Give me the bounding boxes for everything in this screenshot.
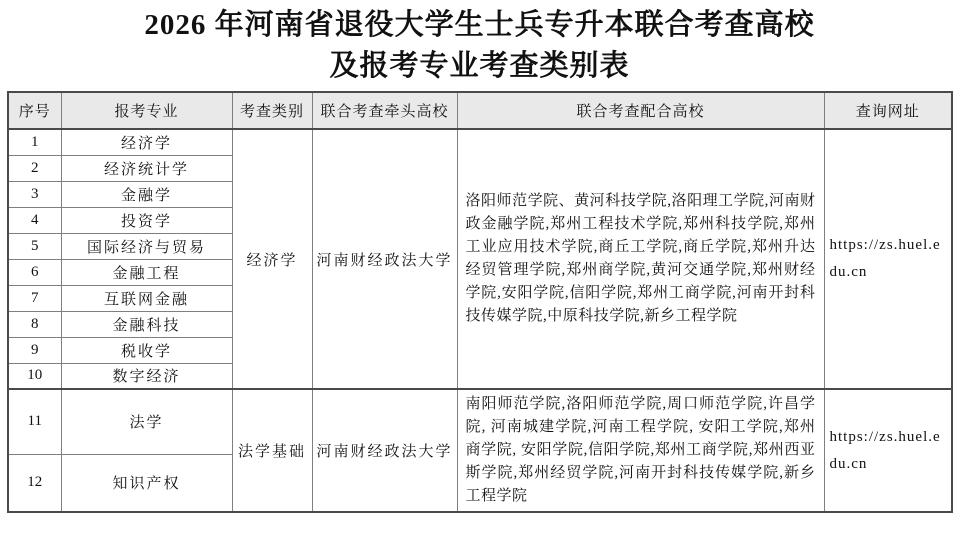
major-cell: 投资学 xyxy=(61,207,232,233)
serial-cell: 10 xyxy=(8,363,61,389)
serial-cell: 7 xyxy=(8,285,61,311)
col-header-lead: 联合考查牵头高校 xyxy=(312,92,457,129)
serial-cell: 4 xyxy=(8,207,61,233)
major-cell: 金融工程 xyxy=(61,259,232,285)
lead-college-cell: 河南财经政法大学 xyxy=(312,389,457,512)
col-header-url: 查询网址 xyxy=(824,92,952,129)
major-cell: 金融科技 xyxy=(61,311,232,337)
major-cell: 法学 xyxy=(61,389,232,454)
serial-cell: 2 xyxy=(8,155,61,181)
page-title-line1: 2026 年河南省退役大学生士兵专升本联合考查高校 xyxy=(144,9,815,41)
serial-cell: 3 xyxy=(8,181,61,207)
major-cell: 互联网金融 xyxy=(61,285,232,311)
serial-cell: 1 xyxy=(8,129,61,155)
col-header-no: 序号 xyxy=(8,92,61,129)
url-cell: https://zs.huel.edu.cn xyxy=(824,129,952,389)
table-row xyxy=(8,389,952,454)
major-cell: 经济学 xyxy=(61,129,232,155)
major-cell: 经济统计学 xyxy=(61,155,232,181)
table-row xyxy=(8,129,952,155)
category-cell: 经济学 xyxy=(232,129,312,389)
serial-cell: 12 xyxy=(8,454,61,512)
category-table xyxy=(7,91,953,513)
page-title xyxy=(0,5,959,87)
url-cell: https://zs.huel.edu.cn xyxy=(824,389,952,512)
lead-college-cell: 河南财经政法大学 xyxy=(312,129,457,389)
col-header-major: 报考专业 xyxy=(61,92,232,129)
serial-cell: 8 xyxy=(8,311,61,337)
serial-cell: 11 xyxy=(8,389,61,454)
category-cell: 法学基础 xyxy=(232,389,312,512)
major-cell: 知识产权 xyxy=(61,454,232,512)
col-header-category: 考查类别 xyxy=(232,92,312,129)
serial-cell: 6 xyxy=(8,259,61,285)
major-cell: 税收学 xyxy=(61,337,232,363)
partner-colleges-cell: 洛阳师范学院、黄河科技学院,洛阳理工学院,河南财政金融学院,郑州工程技术学院,郑州科技学院,郑州工业应用技术学院,商丘工学院,商丘学院,郑州升达经贸管理学院,郑州商学院,黄河交通学院,郑州财经学院,安阳学院,信阳学院,郑州工商学院,河南开封科技传媒学院,中原科技学院,新乡工程学院 xyxy=(457,129,824,389)
serial-cell: 5 xyxy=(8,233,61,259)
page-title-line2: 及报考专业考查类别表 xyxy=(329,50,630,82)
table-header-row xyxy=(8,92,952,129)
major-cell: 金融学 xyxy=(61,181,232,207)
major-cell: 国际经济与贸易 xyxy=(61,233,232,259)
serial-cell: 9 xyxy=(8,337,61,363)
major-cell: 数字经济 xyxy=(61,363,232,389)
col-header-partner: 联合考查配合高校 xyxy=(457,92,824,129)
partner-colleges-cell: 南阳师范学院,洛阳师范学院,周口师范学院,许昌学院, 河南城建学院,河南工程学院, 安阳工学院,郑州商学院, 安阳学院,信阳学院,郑州工商学院,郑州西亚斯学院,郑州经贸学院,河南开封科技传媒学院,新乡工程学院 xyxy=(457,389,824,512)
